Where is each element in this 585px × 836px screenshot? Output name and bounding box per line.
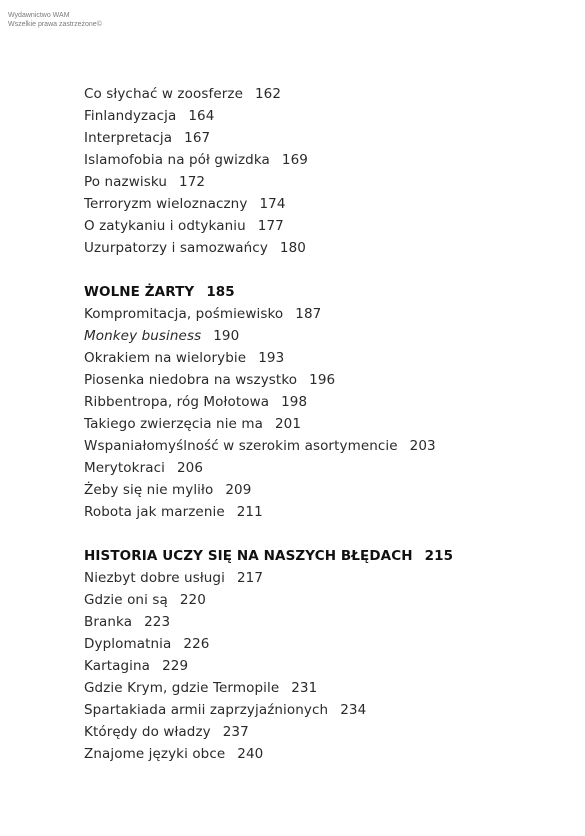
section-page: 215	[424, 548, 454, 564]
toc-entry	[84, 589, 564, 611]
toc-entry	[84, 391, 564, 413]
toc-entry	[84, 435, 564, 457]
toc-entry	[84, 611, 564, 633]
toc-entry-page: 177	[257, 218, 284, 234]
toc-entry	[84, 655, 564, 677]
toc-entry-title: Merytokraci	[84, 460, 165, 476]
table-of-contents	[84, 83, 564, 765]
toc-entry-page: 169	[281, 152, 308, 168]
publisher-name: Wydawnictwo WAM	[8, 12, 70, 19]
toc-entry	[84, 347, 564, 369]
toc-entry	[84, 479, 564, 501]
section-spacer	[84, 259, 564, 281]
section-title: HISTORIA UCZY SIĘ NA NASZYCH BŁĘDACH	[84, 548, 413, 564]
toc-entry	[84, 127, 564, 149]
toc-entry-page: 211	[236, 504, 263, 520]
toc-section-heading	[84, 281, 564, 303]
toc-entry-title: Islamofobia na pół gwizdka	[84, 152, 270, 168]
toc-section-heading	[84, 545, 564, 567]
toc-entry-title: Po nazwisku	[84, 174, 168, 190]
toc-entry-page: 226	[183, 636, 210, 652]
toc-entry-page: 196	[309, 372, 336, 388]
toc-entry-title: Dyplomatnia	[84, 636, 172, 652]
toc-entry-page: 203	[409, 438, 436, 454]
toc-entry-page: 162	[254, 86, 282, 102]
toc-entry	[84, 677, 564, 699]
toc-entry-page: 220	[179, 592, 206, 608]
toc-entry	[84, 193, 564, 215]
toc-entry	[84, 237, 564, 259]
toc-entry-title: Kompromitacja, pośmiewisko	[84, 306, 284, 322]
toc-entry-title: O zatykaniu i odtykaniu	[84, 218, 246, 234]
toc-entry-title: Branka	[84, 614, 133, 630]
toc-entry	[84, 721, 564, 743]
toc-entry	[84, 303, 564, 325]
toc-entry	[84, 149, 564, 171]
toc-entry-page: 174	[259, 196, 286, 212]
toc-entry-title: Niezbyt dobre usługi	[84, 570, 225, 586]
toc-entry	[84, 633, 564, 655]
toc-entry-page: 201	[274, 416, 302, 432]
toc-entry-page: 217	[236, 570, 264, 586]
toc-entry-page: 229	[162, 658, 189, 674]
toc-entry-page: 209	[225, 482, 252, 498]
toc-entry	[84, 743, 564, 765]
section-title: WOLNE ŻARTY	[84, 284, 195, 300]
toc-entry-title: Takiego zwierzęcia nie ma	[84, 416, 263, 432]
toc-entry	[84, 369, 564, 391]
rights-notice: Wszelkie prawa zastrzeżone©	[8, 21, 102, 28]
toc-entry	[84, 325, 564, 347]
toc-entry	[84, 699, 564, 721]
toc-entry-title: Co słychać w zoosferze	[84, 86, 243, 102]
toc-entry-page: 223	[144, 614, 171, 630]
toc-entry-page: 180	[279, 240, 306, 256]
toc-entry-title: Ribbentropa, róg Mołotowa	[84, 394, 270, 410]
toc-entry-page: 206	[176, 460, 204, 476]
toc-entry-title: Uzurpatorzy i samozwańcy	[84, 240, 268, 256]
toc-entry-page: 231	[291, 680, 318, 696]
toc-entry-title: Gdzie oni są	[84, 592, 168, 608]
toc-entry-title: Interpretacja	[84, 130, 173, 146]
toc-entry-title: Monkey business	[84, 328, 202, 344]
toc-entry-title: Finlandyzacja	[84, 108, 177, 124]
toc-entry	[84, 457, 564, 479]
publisher-header	[8, 11, 102, 29]
toc-entry-title: Żeby się nie myliło	[84, 482, 214, 498]
toc-entry	[84, 105, 564, 127]
toc-entry-title: Piosenka niedobra na wszystko	[84, 372, 298, 388]
toc-entry	[84, 413, 564, 435]
toc-entry	[84, 83, 564, 105]
toc-entry-title: Gdzie Krym, gdzie Termopile	[84, 680, 280, 696]
toc-entry-page: 198	[281, 394, 308, 410]
toc-entry-page: 240	[237, 746, 264, 762]
toc-entry-title: Spartakiada armii zaprzyjaźnionych	[84, 702, 329, 718]
toc-entry-page: 193	[258, 350, 285, 366]
toc-entry	[84, 567, 564, 589]
toc-entry-title: Wspaniałomyślność w szerokim asortymencie	[84, 438, 398, 454]
section-spacer	[84, 523, 564, 545]
toc-entry-page: 172	[179, 174, 206, 190]
toc-entry-page: 187	[295, 306, 322, 322]
toc-entry-title: Znajome języki obce	[84, 746, 226, 762]
toc-entry	[84, 215, 564, 237]
toc-entry	[84, 501, 564, 523]
toc-entry-page: 234	[340, 702, 367, 718]
toc-entry-page: 167	[184, 130, 211, 146]
toc-entry-page: 237	[222, 724, 249, 740]
toc-entry-title: Którędy do władzy	[84, 724, 211, 740]
toc-entry-title: Okrakiem na wielorybie	[84, 350, 247, 366]
toc-entry-title: Kartagina	[84, 658, 151, 674]
section-page: 185	[206, 284, 235, 300]
toc-entry-title: Terroryzm wieloznaczny	[84, 196, 248, 212]
toc-entry-title: Robota jak marzenie	[84, 504, 225, 520]
toc-entry	[84, 171, 564, 193]
toc-entry-page: 190	[213, 328, 240, 344]
toc-entry-page: 164	[188, 108, 215, 124]
